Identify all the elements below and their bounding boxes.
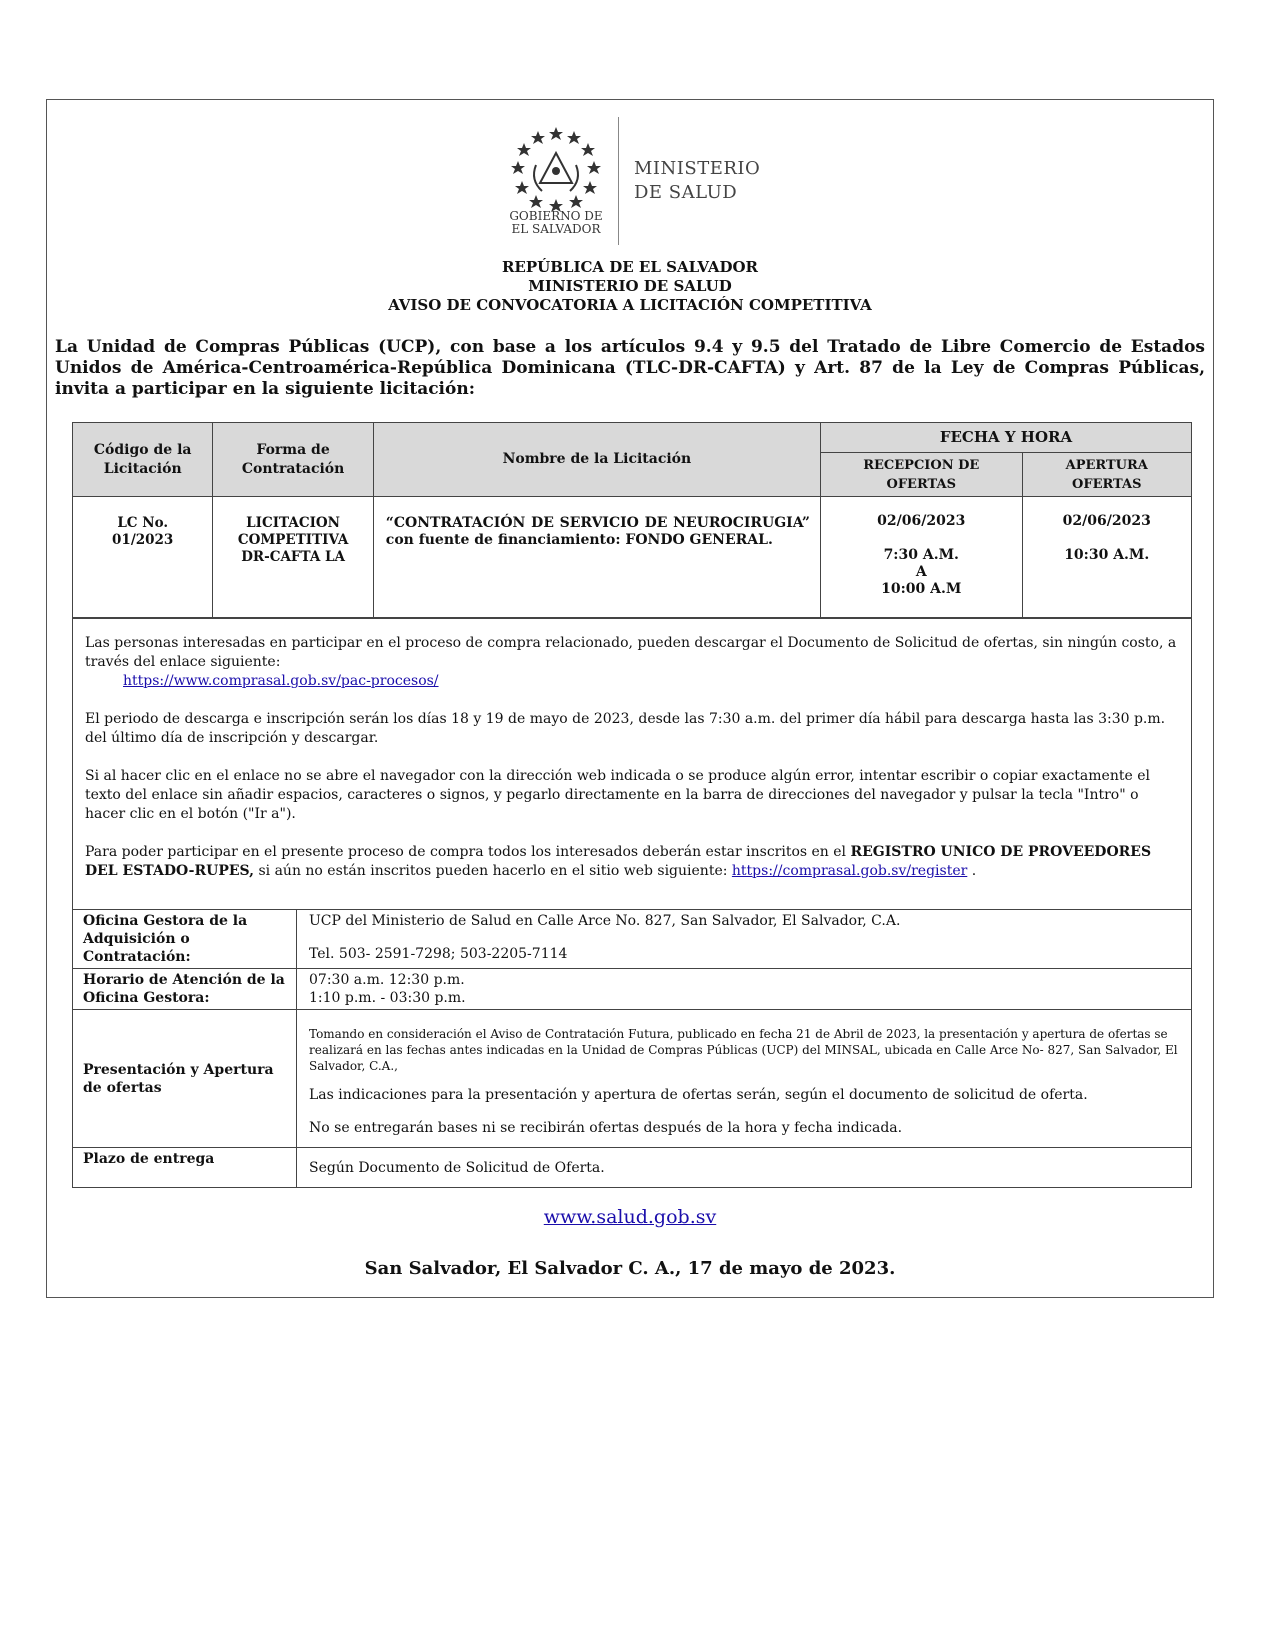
ministry-logo xyxy=(506,117,786,245)
cell-codigo: LC No. 01/2023 xyxy=(73,497,213,619)
rupes-paragraph: Para poder participar en el presente proceso de compra todos los interesados deberán estar inscritos en el REGISTRO UNICO DE PROVEEDORES DEL ESTADO-RUPES, si aún no están inscritos pueden hacerlo en el sitio web siguiente: https://comprasal.gob.sv/register . xyxy=(85,844,1152,879)
tender-table xyxy=(72,422,1192,619)
oficina-label: Oficina Gestora de la Adquisición o Contratación: xyxy=(73,910,297,969)
header-apertura: APERTURA OFERTAS xyxy=(1022,453,1191,497)
plazo-value: Según Documento de Solicitud de Oferta. xyxy=(297,1148,1192,1188)
download-period-paragraph: El periodo de descarga e inscripción serán los días 18 y 19 de mayo de 2023, desde las 7:30 a.m. del primer día hábil para descarga hasta las 3:30 p.m. del último día de inscripción y descargar. xyxy=(85,711,1166,746)
plazo-label: Plazo de entrega xyxy=(73,1148,297,1188)
header-recepcion: RECEPCION DE OFERTAS xyxy=(820,453,1022,497)
website-link[interactable]: www.salud.gob.sv xyxy=(543,1206,717,1228)
title-line-2: MINISTERIO DE SALUD xyxy=(528,277,732,295)
oficina-value: UCP del Ministerio de Salud en Calle Arce No. 827, San Salvador, El Salvador, C.A. Tel. 503- 2591-7298; 503-2205-7114 xyxy=(297,910,1192,969)
horario-label: Horario de Atención de la Oficina Gestora: xyxy=(73,969,297,1010)
instructions-block xyxy=(73,618,1192,910)
header-nombre: Nombre de la Licitación xyxy=(373,423,820,497)
cell-forma: LICITACION COMPETITIVA DR-CAFTA LA xyxy=(213,497,373,619)
header-forma: Forma de Contratación xyxy=(213,423,373,497)
cell-apertura: 02/06/2023 10:30 A.M. xyxy=(1022,497,1191,619)
pac-procesos-link[interactable]: https://www.comprasal.gob.sv/pac-procesos/ xyxy=(123,673,439,689)
presentacion-value: Tomando en consideración el Aviso de Contratación Futura, publicado en fecha 21 de Abril de 2023, la presentación y apertura de ofertas se realizará en las fechas antes indicadas en la Unidad de Compras Públicas (UCP) del MINSAL, ubicada en Calle Arce No- 827, San Salvador, El Salvador, C.A., Las indicaciones para la presentación y apertura de ofertas serán, según el documento de solicitud de oferta. No se entregarán bases ni se recibirán ofertas después de la hora y fecha indicada. xyxy=(297,1010,1192,1148)
cell-recepcion: 02/06/2023 7:30 A.M. A 10:00 A.M xyxy=(820,497,1022,619)
intro-paragraph: La Unidad de Compras Públicas (UCP), con base a los artículos 9.4 y 9.5 del Tratado de Libre Comercio de Estados Unidos de América-Centroamérica-República Dominicana (TLC-DR-CAFTA) y Art. 87 de la Ley de Compras Públicas, invita a participar en la siguiente licitación: xyxy=(55,337,1205,399)
link-help-paragraph: Si al hacer clic en el enlace no se abre el navegador con la dirección web indicada o se produce algún error, intentar escribir o copiar exactamente el texto del enlace sin añadir espacios, caracteres o signos, y pegarlo directamente en la barra de direcciones del navegador y pulsar la tecla "Intro" o hacer clic en el botón ("Ir a"). xyxy=(85,768,1150,822)
document-title xyxy=(46,258,1214,315)
title-line-3: AVISO DE CONVOCATORIA A LICITACIÓN COMPETITIVA xyxy=(388,296,872,314)
header-codigo: Código de la Licitación xyxy=(73,423,213,497)
government-label: GOBIERNO DE EL SALVADOR xyxy=(509,209,603,236)
download-paragraph: Las personas interesadas en participar en el proceso de compra relacionado, pueden descargar el Documento de Solicitud de ofertas, sin ningún costo, a través del enlace siguiente: https://www.comprasal.gob.sv/pac-procesos/ xyxy=(85,635,1177,689)
cell-nombre: “CONTRATACIÓN DE SERVICIO DE NEUROCIRUGIA” con fuente de financiamiento: FONDO GENERAL. xyxy=(373,497,820,619)
horario-value: 07:30 a.m. 12:30 p.m. 1:10 p.m. - 03:30 p.m. xyxy=(297,969,1192,1010)
place-date: San Salvador, El Salvador C. A., 17 de mayo de 2023. xyxy=(364,1258,896,1279)
register-link[interactable]: https://comprasal.gob.sv/register xyxy=(731,863,968,879)
title-line-1: REPÚBLICA DE EL SALVADOR xyxy=(501,258,759,276)
info-table xyxy=(72,617,1192,1188)
header-fecha-hora: FECHA Y HORA xyxy=(820,423,1191,453)
ministry-name: MINISTERIO DE SALUD xyxy=(634,158,761,203)
presentacion-label: Presentación y Apertura de ofertas xyxy=(73,1010,297,1148)
logo-divider xyxy=(618,117,619,245)
